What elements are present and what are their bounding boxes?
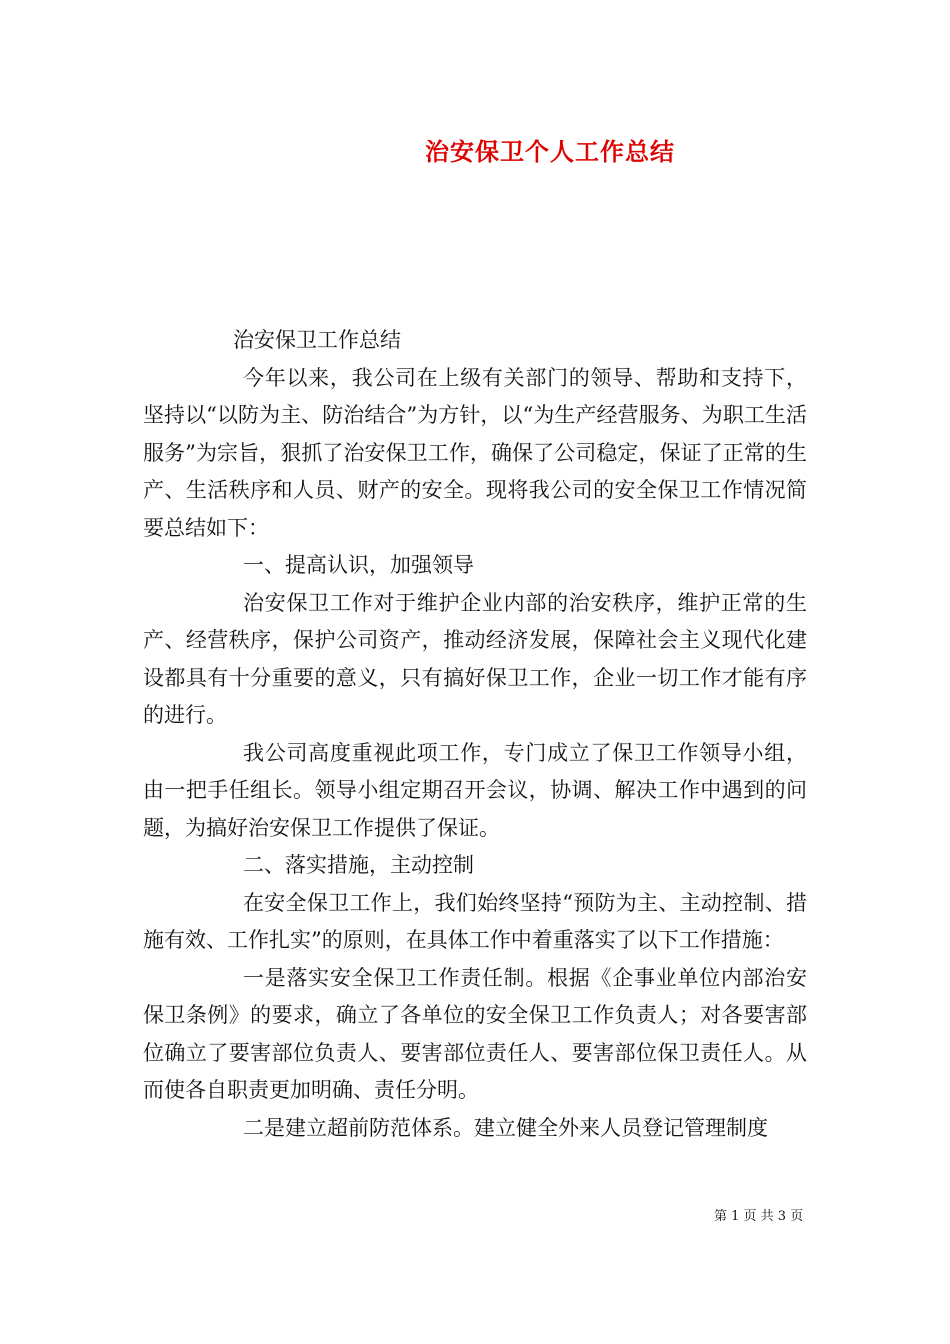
document-body: [143, 322, 807, 1147]
subtitle: 治安保卫工作总结: [233, 328, 401, 352]
section-heading-1: 一、提高认识，加强领导: [243, 553, 474, 577]
page-number: 第 1 页 共 3 页: [714, 1209, 804, 1224]
paragraph-section2-c: 二是建立超前防范体系。建立健全外来人员登记管理制度: [243, 1115, 768, 1140]
paragraph-section1-a: 治安保卫工作对于维护企业内部的治安秩序，维护正常的生产、经营秩序，保护公司资产，推动经济发展，保障社会主义现代化建设都具有十分重要的意义，只有搞好保卫工作，企业一切工作才能有序的进行。: [143, 590, 807, 727]
section-heading-2: 二、落实措施，主动控制: [243, 853, 474, 877]
paragraph-intro: 今年以来，我公司在上级有关部门的领导、帮助和支持下，坚持以“以防为主、防治结合”为方针，以“为生产经营服务、为职工生活服务”为宗旨，狠抓了治安保卫工作，确保了公司稳定，保证了正常的生产、生活秩序和人员、财产的安全。现将我公司的安全保卫工作情况简要总结如下：: [143, 365, 807, 540]
paragraph-section1-b: 我公司高度重视此项工作，专门成立了保卫工作领导小组，由一把手任组长。领导小组定期召开会议，协调、解决工作中遇到的问题，为搞好治安保卫工作提供了保证。: [143, 740, 807, 840]
document-title: 治安保卫个人工作总结: [425, 137, 675, 166]
paragraph-section2-a: 在安全保卫工作上，我们始终坚持“预防为主、主动控制、措施有效、工作扎实”的原则，在具体工作中着重落实了以下工作措施：: [143, 890, 807, 952]
paragraph-section2-b: 一是落实安全保卫工作责任制。根据《企事业单位内部治安保卫条例》的要求，确立了各单位的安全保卫工作负责人；对各要害部位确立了要害部位负责人、要害部位责任人、要害部位保卫责任人。从而使各自职责更加明确、责任分明。: [143, 965, 807, 1102]
